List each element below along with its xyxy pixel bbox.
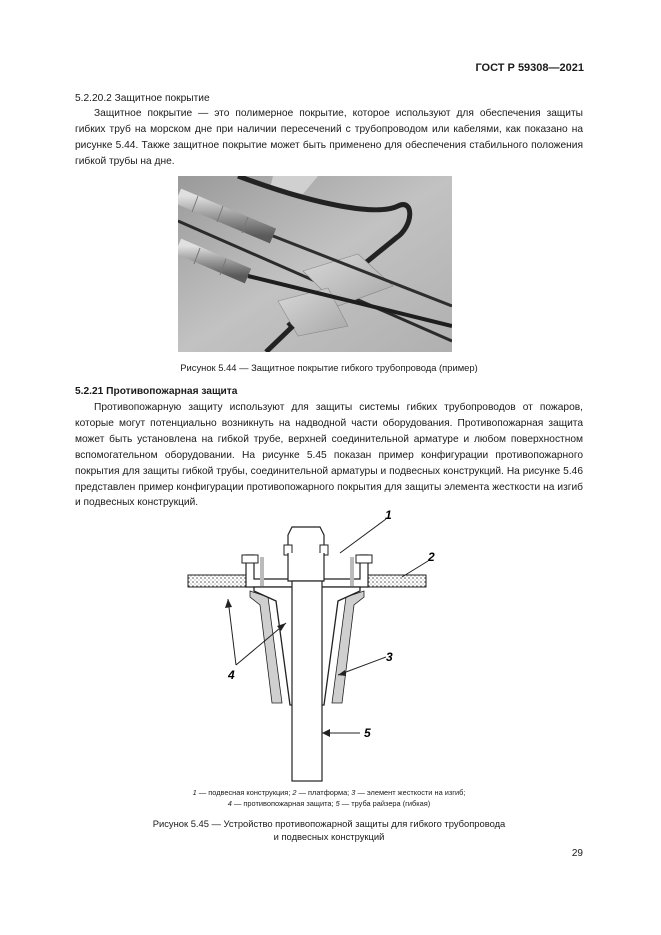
figure-5-45-legend (75, 788, 583, 809)
page-number: 29 (571, 848, 583, 859)
section-5-2-20-2-text: Защитное покрытие — это полимерное покрытие, которое используют для обеспечения защиты гибких труб на морском дне при наличии пересечений с трубопроводом или кабелями, как показано на рисунке 5.44. Также защитное покрытие может быть применено для обеспечения стабильного положения гибкой трубы на дне. (75, 108, 583, 167)
label-2: 2 (428, 550, 435, 564)
label-4: 4 (228, 668, 235, 682)
label-1: 1 (385, 508, 392, 522)
figure-5-45-caption-line-1: Рисунок 5.45 — Устройство противопожарной защиты для гибкого трубопровода (152, 818, 506, 829)
section-5-2-20-2-heading: 5.2.20.2 Защитное покрытие (75, 93, 210, 104)
section-5-2-21-text: Противопожарную защиту используют для защиты системы гибких трубопроводов от пожаров, которые могут потенциально возникнуть на надводной части оборудования. Противопожарная защита может быть установлена на гибкой трубе, верхней соединительной арматуре и любом поверхностном вспомогательном оборудовании. На рисунке 5.45 показан пример конфигурации противопожарного покрытия для защиты гибкой трубы, соединительной арматуры и подвесных конструкций. На рисунке 5.46 представлен пример конфигурации противопожарного покрытия для защиты элемента жесткости на изгиб и подвесных конструкций. (75, 402, 583, 509)
figure-5-45-caption (75, 818, 583, 843)
legend-text-3: — элемент жесткости на изгиб; (355, 788, 466, 797)
figure-5-45-caption-line-2: и подвесных конструкций (273, 830, 385, 842)
section-5-2-21-heading: 5.2.21 Противопожарная защита (75, 386, 238, 397)
legend-line-1 (75, 788, 583, 799)
fire-protection-diagram (180, 505, 440, 785)
legend-num-1: 1 (192, 788, 197, 797)
legend-num-5: 5 (335, 798, 340, 808)
protective-cover-photo (178, 176, 452, 352)
legend-text-5: — труба райзера (гибкая) (339, 798, 431, 808)
legend-num-2: 2 (292, 788, 297, 797)
legend-text-4: — противопожарная защита; (231, 798, 336, 808)
legend-text-1: — подвесная конструкция; (196, 788, 293, 797)
legend-num-3: 3 (351, 788, 356, 797)
legend-num-4: 4 (227, 798, 232, 808)
legend-line-2 (75, 799, 583, 810)
legend-text-2: — платформа; (296, 788, 352, 797)
figure-5-44-caption: Рисунок 5.44 — Защитное покрытие гибкого трубопровода (пример) (180, 362, 478, 373)
label-3: 3 (386, 650, 393, 664)
document-standard-id: ГОСТ Р 59308—2021 (475, 62, 584, 74)
label-5: 5 (364, 726, 371, 740)
